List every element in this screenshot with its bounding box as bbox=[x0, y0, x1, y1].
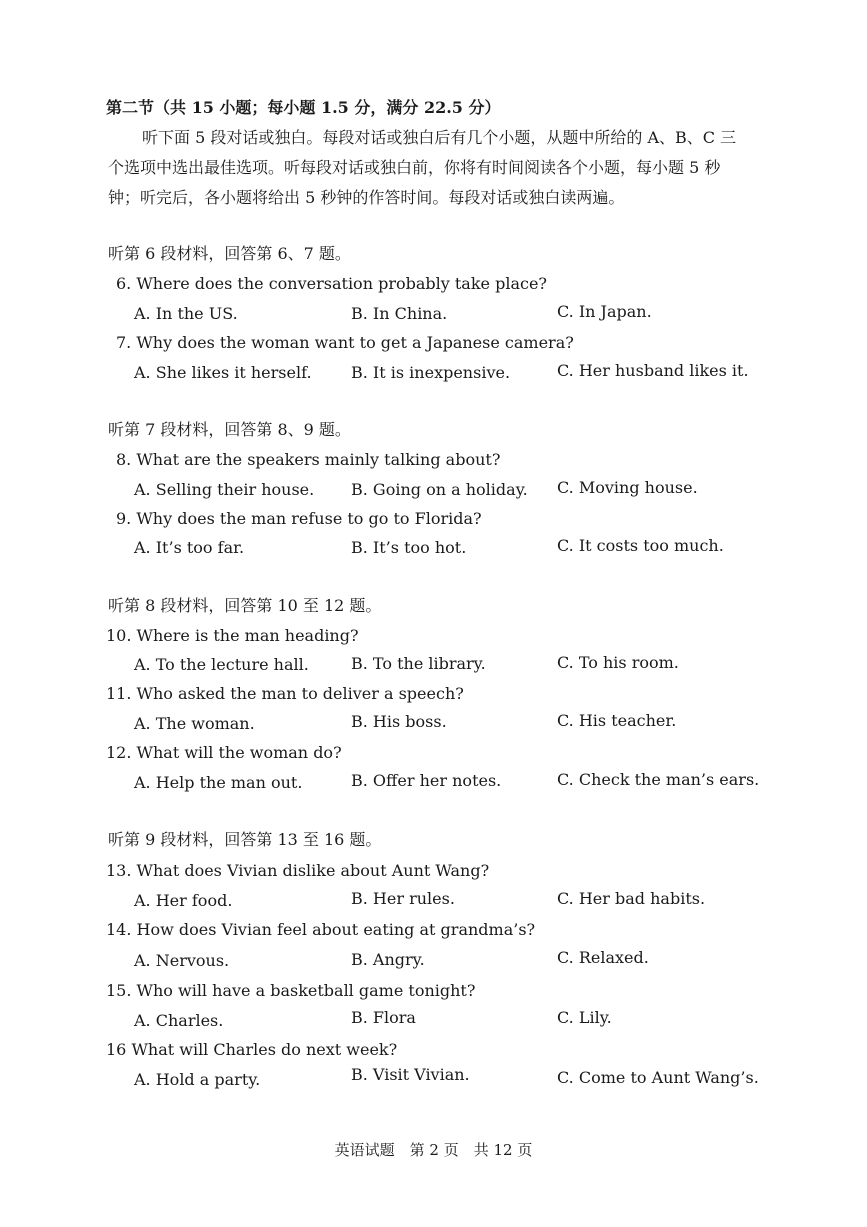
question-7-stem: 7. Why does the woman want to get a Japanese camera? bbox=[116, 333, 574, 352]
group-heading-3: 听第 8 段材料，回答第 10 至 12 题。 bbox=[108, 596, 382, 615]
question-11-option-c: C. His teacher. bbox=[557, 711, 677, 730]
question-8-option-a: A. Selling their house. bbox=[134, 480, 315, 499]
question-10-option-b: B. To the library. bbox=[351, 654, 486, 673]
question-9-stem: 9. Why does the man refuse to go to Florida? bbox=[116, 509, 482, 528]
question-14-option-c: C. Relaxed. bbox=[557, 948, 649, 967]
question-7-option-c: C. Her husband likes it. bbox=[557, 361, 749, 380]
question-8-option-c: C. Moving house. bbox=[557, 478, 698, 497]
question-16-option-c: C. Come to Aunt Wang’s. bbox=[557, 1068, 759, 1087]
group-heading-1: 听第 6 段材料，回答第 6、7 题。 bbox=[108, 244, 351, 263]
question-15-option-b: B. Flora bbox=[351, 1008, 416, 1027]
question-12-option-a: A. Help the man out. bbox=[134, 773, 303, 792]
question-6-stem: 6. Where does the conversation probably take place? bbox=[116, 274, 547, 293]
question-8-option-b: B. Going on a holiday. bbox=[351, 480, 528, 499]
question-15-stem: 15. Who will have a basketball game tonight? bbox=[106, 981, 476, 1000]
section-title: 第二节（共 15 小题；每小题 1.5 分，满分 22.5 分） bbox=[106, 98, 501, 117]
question-16-option-b: B. Visit Vivian. bbox=[351, 1065, 470, 1084]
question-16-stem: 16 What will Charles do next week? bbox=[106, 1040, 398, 1059]
question-10-option-a: A. To the lecture hall. bbox=[134, 655, 309, 674]
question-12-option-c: C. Check the man’s ears. bbox=[557, 770, 760, 789]
question-7-option-a: A. She likes it herself. bbox=[134, 363, 312, 382]
question-9-option-c: C. It costs too much. bbox=[557, 536, 724, 555]
question-7-option-b: B. It is inexpensive. bbox=[351, 363, 511, 382]
intro-line-2: 个选项中选出最佳选项。听每段对话或独白前，你将有时间阅读各个小题，每小题 5 秒 bbox=[108, 158, 721, 177]
question-14-option-a: A. Nervous. bbox=[134, 951, 230, 970]
question-16-option-a: A. Hold a party. bbox=[134, 1070, 261, 1089]
page-footer: 英语试题 第 2 页 共 12 页 bbox=[334, 1141, 533, 1159]
question-6-option-a: A. In the US. bbox=[134, 304, 238, 323]
question-8-stem: 8. What are the speakers mainly talking about? bbox=[116, 450, 501, 469]
question-13-stem: 13. What does Vivian dislike about Aunt Wang? bbox=[106, 861, 490, 880]
question-13-option-c: C. Her bad habits. bbox=[557, 889, 706, 908]
question-15-option-a: A. Charles. bbox=[134, 1011, 224, 1030]
question-14-option-b: B. Angry. bbox=[351, 950, 425, 969]
question-10-option-c: C. To his room. bbox=[557, 653, 679, 672]
question-12-stem: 12. What will the woman do? bbox=[106, 743, 342, 762]
intro-line-1: 听下面 5 段对话或独白。每段对话或独白后有几个小题，从题中所给的 A、B、C 三 bbox=[142, 128, 737, 147]
question-11-stem: 11. Who asked the man to deliver a speech? bbox=[106, 684, 464, 703]
question-13-option-b: B. Her rules. bbox=[351, 889, 455, 908]
group-heading-2: 听第 7 段材料，回答第 8、9 题。 bbox=[108, 420, 351, 439]
question-11-option-b: B. His boss. bbox=[351, 712, 447, 731]
question-9-option-b: B. It’s too hot. bbox=[351, 538, 467, 557]
question-13-option-a: A. Her food. bbox=[134, 891, 233, 910]
question-6-option-c: C. In Japan. bbox=[557, 302, 652, 321]
question-6-option-b: B. In China. bbox=[351, 304, 448, 323]
question-15-option-c: C. Lily. bbox=[557, 1008, 612, 1027]
group-heading-4: 听第 9 段材料，回答第 13 至 16 题。 bbox=[108, 830, 382, 849]
question-11-option-a: A. The woman. bbox=[134, 714, 255, 733]
question-10-stem: 10. Where is the man heading? bbox=[106, 626, 359, 645]
intro-line-3: 钟；听完后，各小题将给出 5 秒钟的作答时间。每段对话或独白读两遍。 bbox=[108, 188, 625, 207]
question-9-option-a: A. It’s too far. bbox=[134, 538, 245, 557]
question-14-stem: 14. How does Vivian feel about eating at grandma’s? bbox=[106, 920, 536, 939]
question-12-option-b: B. Offer her notes. bbox=[351, 771, 502, 790]
